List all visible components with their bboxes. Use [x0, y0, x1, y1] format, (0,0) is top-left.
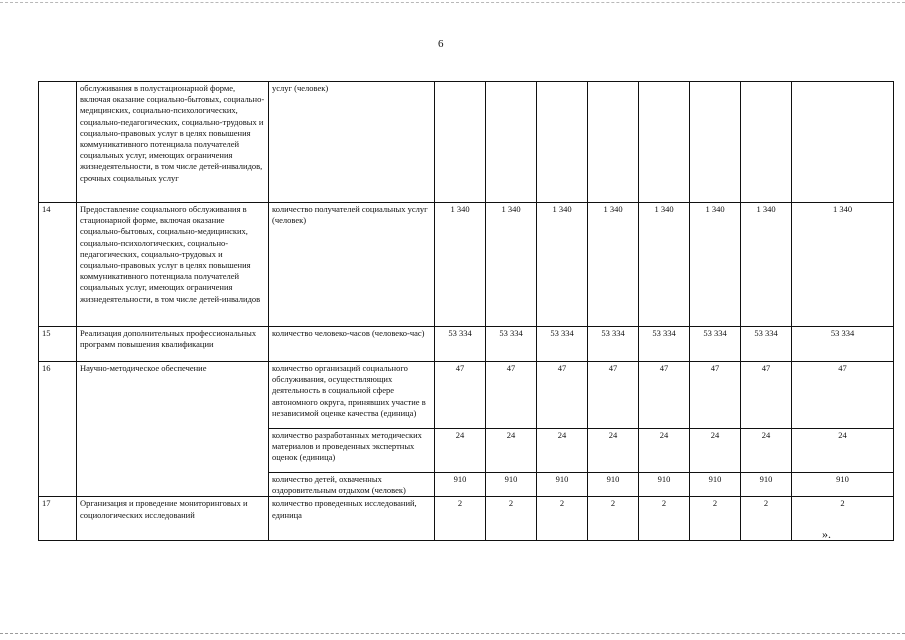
indicator-label: количество детей, охваченных оздоровительным отдыхом (человек) [269, 473, 435, 497]
value-cell [486, 82, 537, 203]
value-cell: 2 [639, 497, 690, 541]
row-name: Реализация дополнительных профессиональных программ повышения квалификации [77, 327, 269, 362]
value-cell: 24 [486, 429, 537, 473]
value-cell: 1 340 [639, 203, 690, 327]
value-cell [741, 82, 792, 203]
indicator-label: количество организаций социального обслуживания, осуществляющих деятельность в социальной сфере автономного округа, принявших участие в независимой оценке качества (единица) [269, 362, 435, 429]
value-cell: 24 [588, 429, 639, 473]
value-cell: 53 334 [741, 327, 792, 362]
value-cell: 910 [588, 473, 639, 497]
value-cell [588, 82, 639, 203]
value-cell: 2 [690, 497, 741, 541]
value-cell [792, 82, 894, 203]
value-cell: 1 340 [588, 203, 639, 327]
table-row [39, 362, 894, 429]
row-number: 14 [39, 203, 77, 327]
value-cell: 47 [537, 362, 588, 429]
row-name: обслуживания в полустационарной форме, включая оказание социально-бытовых, социально-медицинских, социально-психологических, социально-педагогических, социально-трудовых и социально-правовых услуг в целях повышения коммуникативного потенциала получателей социальных услуг, имеющих ограничения жизнедеятельности, в том числе детей-инвалидов, срочных социальных услуг [77, 82, 269, 203]
value-cell: 47 [741, 362, 792, 429]
table-row [39, 497, 894, 541]
value-cell: 24 [792, 429, 894, 473]
indicator-label: количество разработанных методических материалов и проведенных экспертных оценок (единица) [269, 429, 435, 473]
value-cell: 53 334 [588, 327, 639, 362]
page-number: 6 [438, 38, 444, 50]
value-cell: 910 [639, 473, 690, 497]
value-cell [690, 82, 741, 203]
table-row [39, 82, 894, 203]
value-cell: 1 340 [537, 203, 588, 327]
value-cell: 24 [741, 429, 792, 473]
value-cell: 910 [537, 473, 588, 497]
value-cell: 53 334 [486, 327, 537, 362]
value-cell: 2 [792, 497, 894, 541]
value-cell: 1 340 [792, 203, 894, 327]
value-cell: 47 [690, 362, 741, 429]
value-cell: 24 [639, 429, 690, 473]
value-cell [639, 82, 690, 203]
value-cell: 53 334 [537, 327, 588, 362]
indicator-label: услуг (человек) [269, 82, 435, 203]
value-cell: 910 [792, 473, 894, 497]
value-cell: 2 [588, 497, 639, 541]
value-cell: 47 [435, 362, 486, 429]
value-cell: 24 [537, 429, 588, 473]
row-name: Организация и проведение мониторинговых и социологических исследований [77, 497, 269, 541]
value-cell: 47 [639, 362, 690, 429]
value-cell: 1 340 [435, 203, 486, 327]
closing-quote-mark: ». [822, 527, 831, 541]
value-cell: 24 [435, 429, 486, 473]
value-cell: 53 334 [639, 327, 690, 362]
value-cell: 53 334 [690, 327, 741, 362]
row-name: Научно-методическое обеспечение [77, 362, 269, 497]
row-name: Предоставление социального обслуживания в стационарной форме, включая оказание социально-бытовых, социально-медицинских, социально-психологических, социально-педагогических, социально-трудовых и социально-правовых услуг в целях повышения коммуникативного потенциала получателей социальных услуг, имеющих ограничения жизнедеятельности, в том числе детей-инвалидов [77, 203, 269, 327]
row-number: 16 [39, 362, 77, 497]
value-cell: 910 [741, 473, 792, 497]
value-cell [537, 82, 588, 203]
indicator-label: количество получателей социальных услуг (человек) [269, 203, 435, 327]
value-cell: 47 [588, 362, 639, 429]
row-number: 15 [39, 327, 77, 362]
value-cell: 910 [435, 473, 486, 497]
row-number: 17 [39, 497, 77, 541]
scan-top-edge [0, 2, 905, 3]
value-cell: 47 [486, 362, 537, 429]
value-cell: 24 [690, 429, 741, 473]
table-row [39, 203, 894, 327]
indicator-label: количество человеко-часов (человеко-час) [269, 327, 435, 362]
value-cell: 53 334 [435, 327, 486, 362]
value-cell: 1 340 [690, 203, 741, 327]
value-cell: 2 [435, 497, 486, 541]
value-cell: 2 [537, 497, 588, 541]
value-cell [435, 82, 486, 203]
value-cell: 910 [690, 473, 741, 497]
value-cell: 2 [486, 497, 537, 541]
value-cell: 47 [792, 362, 894, 429]
value-cell: 910 [486, 473, 537, 497]
table-row [39, 327, 894, 362]
program-table [38, 81, 894, 541]
value-cell: 2 [741, 497, 792, 541]
value-cell: 1 340 [741, 203, 792, 327]
scan-bottom-edge [0, 633, 905, 634]
value-cell: 53 334 [792, 327, 894, 362]
value-cell: 1 340 [486, 203, 537, 327]
row-number [39, 82, 77, 203]
indicator-label: количество проведенных исследований, единица [269, 497, 435, 541]
